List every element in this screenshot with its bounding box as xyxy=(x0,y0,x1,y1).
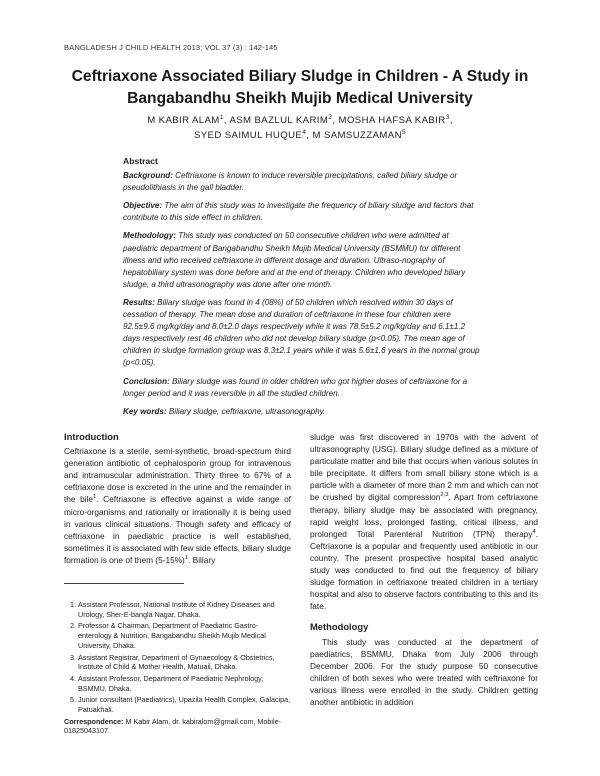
author-list xyxy=(60,113,540,143)
introduction-paragraph xyxy=(64,445,291,566)
author-name: M KABIR ALAM xyxy=(147,115,220,126)
methodology-text: This study was conducted on 50 consecutive children who were admitted at paediatric department of Bangabandhu Sheikh Mujib Medical University (BSMMU) for different illness and who received ceftriaxone in different dosage and duration. Ultraso-nography of hepatobiliary system was done before and at the end of therapy. Children who developed biliary sludge, a third ultrasonography was done after one month. xyxy=(123,231,466,289)
abstract-heading: Abstract xyxy=(123,156,158,166)
citation-mark: 4 xyxy=(532,528,536,535)
author-separator: , xyxy=(332,115,339,126)
title-line-2: Bangabandhu Sheikh Mujib Medical University xyxy=(127,90,473,107)
footnote-item: 4. Assistant Professor, Department of Paediatric Nephrology, BSMMU, Dhaka. xyxy=(78,674,291,693)
author-affiliation-mark: 1 xyxy=(219,113,224,121)
correspondence-line xyxy=(64,717,291,736)
methodology-heading: Methodology xyxy=(310,621,369,633)
introduction-heading: Introduction xyxy=(64,431,119,442)
keywords-label: Key words: xyxy=(123,406,167,416)
title-line-1: Ceftriaxone Associated Biliary Sludge in Children - A Study in xyxy=(71,68,529,85)
abstract-conclusion xyxy=(123,376,483,400)
abstract-objective xyxy=(123,200,483,224)
author-separator: , xyxy=(223,115,230,126)
author-line-1 xyxy=(60,113,540,128)
footnote-item: 3. Assistant Registrar, Department of Gynaecology & Obstetrics, Institute of Child & Mother Health, Matuail, Dhaka. xyxy=(78,653,291,672)
author-separator: , xyxy=(449,115,453,126)
conclusion-label: Conclusion: xyxy=(123,376,170,386)
correspondence-label: Correspondence: xyxy=(64,716,124,726)
keywords-text: Biliary sludge, ceftriaxone, ultrasonography. xyxy=(166,406,326,416)
citation-mark: 2,3 xyxy=(440,492,449,499)
right-text-a: sludge was first discovered in 1970s with the advent of ultrasonography (USG). Biliary sludge defined as a mixture of particulate matter and bile that occurs when various solutes in bile precipitate. It differs from small biliary stone which is a particle with a diameter of more than 2 mm and which can not be crushed by digital compression xyxy=(310,432,538,503)
author-affiliation-mark: 3 xyxy=(445,113,450,121)
methodology-paragraph: This study was conducted at the department of paediatrics, BSMMU, Dhaka from July 2006 through December 2006. For the study purpose 50 consecutive children of both sexes who were treated with ceftriaxone for various illness were enrolled in the study. Children getting another antibiotic in addition xyxy=(310,636,538,707)
right-text-b: . Apart from ceftriaxone therapy, biliary sludge may be associated with pregnancy, rapid weight loss, prolonged fasting, critical illness, and prolonged Total Parenteral Nutrition (TPN) therapy xyxy=(310,492,538,539)
introduction-section xyxy=(64,431,291,566)
author-line-2 xyxy=(60,128,540,143)
abstract-keywords xyxy=(123,406,483,418)
journal-header: BANGLADESH J CHILD HEALTH 2013; VOL 37 (3) : 142-145 xyxy=(64,43,278,52)
abstract-methodology xyxy=(123,230,483,290)
footnote-divider xyxy=(64,583,184,584)
right-text-c: . Ceftriaxone is a popular and frequently used antibiotic in our country. The present prospective hospital based analytic study was conducted to find out the frequency of biliary sludge formation in ceftriaxone treated children in a tertiary hospital and also to observe factors contributing to this and its fate. xyxy=(310,528,538,612)
footnotes-block xyxy=(64,600,291,736)
footnote-item: 1. Assistant Professor, National Institute of Kidney Diseases and Urology, Sher-E-bangla Nagar, Dhaka. xyxy=(78,600,291,619)
methodology-label: Methodology: xyxy=(123,231,177,241)
background-text: Ceftriaxone is known to induce reversible precipitations, called biliary sludge or pseudolithiasis in the gall bladder. xyxy=(123,171,458,193)
right-column xyxy=(310,431,538,708)
footnote-item: 5. Junior consultant (Paediatrics), Upazila Health Complex, Galacipa, Patuakhali. xyxy=(78,695,291,714)
results-label: Results: xyxy=(123,297,155,307)
author-name: MOSHA HAFSA KABIR xyxy=(338,115,446,126)
results-text: Biliary sludge was found in 4 (08%) of 50 children which resolved within 30 days of cessation of therapy. The mean dose and duration of ceftriaxone in these four children were 92.5±9.6 mg/kg/day and 8.0±2.0 days respectively while it was 78.5±5.2 mg/kg/day and 6.1±1.2 days respectively rest 46 children who did not develop biliary sludge (p<0.05). The mean age of children in sludge formation group was 8.3±2.1 years while it was 5.6±1.6 years in the normal group (p<0.05). xyxy=(123,297,480,368)
author-affiliation-mark: 4 xyxy=(302,128,307,136)
author-affiliation-mark: 2 xyxy=(328,113,333,121)
citation-mark: 1 xyxy=(93,494,97,501)
objective-text: The aim of this study was to investigate the frequency of biliary sludge and factors that contribute to this side effect in children. xyxy=(123,201,474,223)
author-name: M SAMSUZZAMAN xyxy=(312,130,402,141)
author-separator: , xyxy=(306,130,313,141)
abstract-block xyxy=(123,155,483,424)
intro-text-b: . Ceftriaxone is effective against a wide range of micro-organisms and rationally or irrationally it is being used in various clinical situations. Though safety and efficacy of ceftriaxone in paediatric practice is well established, sometimes it is associated with few side effects, biliary sludge formation is one of them (5-15%) xyxy=(64,494,291,565)
intro-continuation-paragraph xyxy=(310,431,538,612)
intro-text-a: Ceftriaxone is a sterile, semi-synthetic, broad-spectrum third generation antibiotic of cephalosporin group for intravenous and intramuscular administration. Thirty three to 67% of a ceftriaxone dose is excreted in the urine and the remainder in the bile xyxy=(64,446,291,505)
paper-title xyxy=(40,66,560,110)
conclusion-text: Biliary sludge was found in older children who got higher doses of ceftriaxone for a longer period and it was reversible in all the studied children. xyxy=(123,376,468,398)
background-label: Background: xyxy=(123,171,173,181)
correspondence-text: M Kabir Alam, dr. kabiralom@gmail.com, Mobile-01825043107. xyxy=(64,716,281,736)
citation-mark: 1 xyxy=(184,555,189,562)
author-name: ASM BAZLUL KARIM xyxy=(229,115,329,126)
footnote-item: 2. Professor & Chairman, Department of Paediatric Gastro-enterology & Nutrition, Bangabandhu Sheikh Mujib Medical University, Dhaka. xyxy=(78,621,291,650)
author-name: SYED SAIMUL HUQUE xyxy=(193,130,303,141)
author-affiliation-mark: 5 xyxy=(401,128,407,136)
abstract-background xyxy=(123,170,483,194)
abstract-results xyxy=(123,297,483,370)
objective-label: Objective: xyxy=(123,201,163,211)
intro-text-c: . Biliary xyxy=(188,554,216,565)
